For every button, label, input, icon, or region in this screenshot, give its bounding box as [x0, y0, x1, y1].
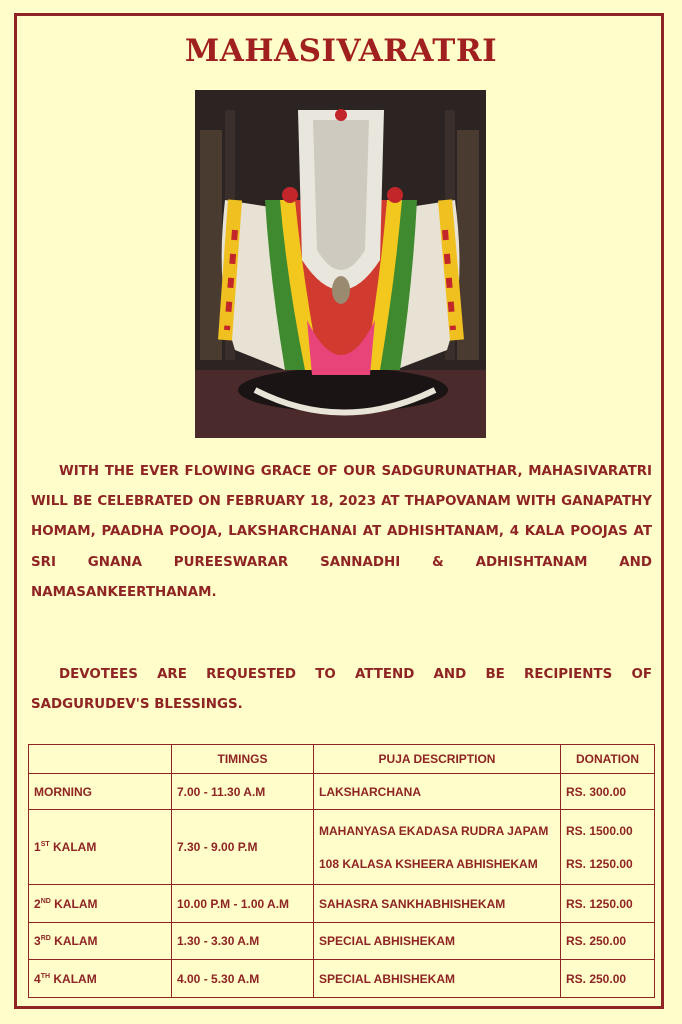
timing-cell: 4.00 - 5.30 A.M	[172, 960, 314, 998]
donation-cell: RS. 250.00	[561, 960, 655, 998]
header-donation: DONATION	[561, 745, 655, 774]
timing-cell: 10.00 P.M - 1.00 A.M	[172, 885, 314, 923]
announcement-paragraph: WITH THE EVER FLOWING GRACE OF OUR SADGURUNATHAR, MAHASIVARATRI WILL BE CELEBRATED ON FEBRUARY 18, 2023 AT THAPOVANAM WITH GANAPATHY HOMAM, PAADHA POOJA, LAKSHARCHANAI AT ADHISHTANAM, 4 KALA POOJAS AT SRI GNANA PUREESWARAR SANNADHI & ADHISHTANAM AND NAMASANKEERTHANAM.	[31, 464, 652, 600]
table-row	[29, 960, 655, 998]
timing-cell: 1.30 - 3.30 A.M	[172, 923, 314, 960]
page-title: MAHASIVARATRI	[184, 33, 498, 69]
donation-cell: RS. 1250.00	[561, 885, 655, 923]
session-cell: 1ST KALAM	[29, 810, 172, 885]
session-cell: 4TH KALAM	[29, 960, 172, 998]
header-session	[29, 745, 172, 774]
puja-cell: SAHASRA SANKHABHISHEKAM	[314, 885, 561, 923]
puja-cell	[314, 810, 561, 885]
header-puja-description: PUJA DESCRIPTION	[314, 745, 561, 774]
puja-cell: SPECIAL ABHISHEKAM	[314, 923, 561, 960]
donation-line: RS. 1250.00	[566, 856, 633, 871]
puja-cell: SPECIAL ABHISHEKAM	[314, 960, 561, 998]
puja-line: 108 KALASA KSHEERA ABHISHEKAM	[319, 856, 538, 871]
session-cell: 3RD KALAM	[29, 923, 172, 960]
table-row	[29, 885, 655, 923]
table-row	[29, 810, 655, 885]
request-paragraph: DEVOTEES ARE REQUESTED TO ATTEND AND BE RECIPIENTS OF SADGURUDEV'S BLESSINGS.	[31, 667, 652, 713]
donation-cell	[561, 810, 655, 885]
puja-cell: LAKSHARCHANA	[314, 774, 561, 810]
donation-cell: RS. 250.00	[561, 923, 655, 960]
table-header-row	[29, 745, 655, 774]
puja-line: MAHANYASA EKADASA RUDRA JAPAM	[319, 823, 549, 838]
session-cell: MORNING	[29, 774, 172, 810]
session-cell: 2ND KALAM	[29, 885, 172, 923]
timing-cell: 7.00 - 11.30 A.M	[172, 774, 314, 810]
deity-photo	[195, 90, 486, 438]
table-row	[29, 923, 655, 960]
header-timings: TIMINGS	[172, 745, 314, 774]
puja-schedule-table	[28, 744, 655, 998]
table-row	[29, 774, 655, 810]
timing-cell: 7.30 - 9.00 P.M	[172, 810, 314, 885]
donation-line: RS. 1500.00	[566, 823, 633, 838]
donation-cell: RS. 300.00	[561, 774, 655, 810]
